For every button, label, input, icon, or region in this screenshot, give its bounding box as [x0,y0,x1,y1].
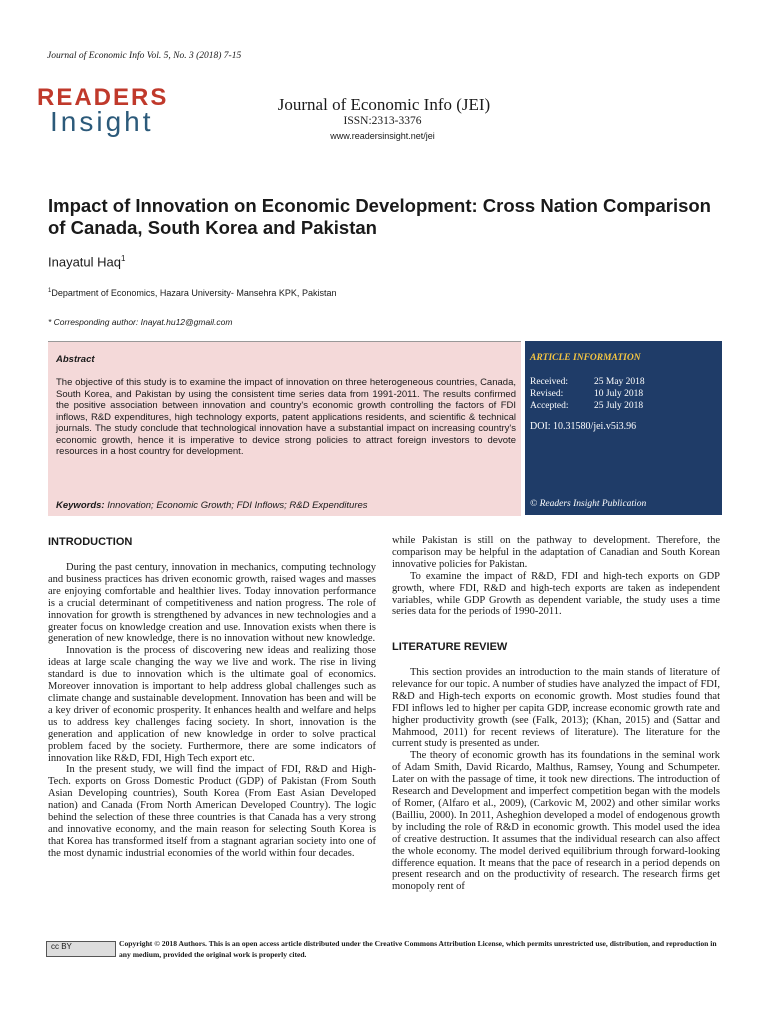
literature-review-heading: LITERATURE REVIEW [392,641,508,653]
corresponding-author: * Corresponding author: Inayat.hu12@gmail.com [48,317,233,327]
abstract-box [48,341,521,516]
article-info-box [525,341,722,515]
abstract-heading: Abstract [56,354,95,365]
right-column-top [392,535,720,618]
paragraph: while Pakistan is still on the pathway to development. Therefore, the comparison may be helpful in the adaptation of Canadian and South Korean innovative policies for Pakistan. [392,535,720,570]
logo-readers-text: READERS [37,84,169,111]
info-received: Received: 25 May 2018 [530,377,645,387]
running-head: Journal of Economic Info Vol. 5, No. 3 (2018) 7-15 [47,51,242,61]
paper-title: Impact of Innovation on Economic Development: Cross Nation Comparison of Canada, South Korea and Pakistan [48,195,711,238]
paragraph: In the present study, we will find the impact of FDI, R&D and High-Tech. exports on Gross Domestic Product (GDP) of Pakistan (From South Asian Developing countries), South Korea (From East Asian Developed nation) and Canada (From North American Developed Country). The logic behind the selection of these three countries is that Canada has a very strong and innovative economy, and the main reason for selecting South Korea is that Korea has transformed itself from a stagnant agrarian society into one of the most dynamic industrial economies of the world within four decades. [48,764,376,859]
license-notice: Copyright © 2018 Authors. This is an open access article distributed under the Creative Commons Attribution License, which permits unrestricted use, distribution, and reproduction in any medium, provided the original work is properly cited. [119,939,717,959]
introduction-body [48,562,376,860]
paragraph: The theory of economic growth has its foundations in the seminal work of Adam Smith, David Ricardo, Malthus, Ramsey, Young and Schumpeter. Later on with the passage of time, it took new directions. The introduction of Research and Development and imperfect competition began with the models of Romer, (Alfaro et al., 2009), (Carkovic M, 2002) and other similar works (Bailliu, 2000). In 2011, Asheghion developed a model of endogenous growth by including the role of R&D in economic growth. This model used the idea of creative destruction. It assumes that the individual research can also affect the whole economy. The model derived equilibrium through forward-looking difference equation. It means that the pace of research in a period depends on present research and on the productivity of research. The research firms get monopoly rent of [392,750,720,893]
keywords: Keywords: Innovation; Economic Growth; FDI Inflows; R&D Expenditures [56,500,368,511]
journal-url[interactable]: www.readersinsight.net/jei [330,131,435,141]
article-info-heading: ARTICLE INFORMATION [530,353,641,363]
doi-link[interactable]: DOI: 10.31580/jei.v5i3.96 [530,421,637,432]
author-name: Inayatul Haq$^1$ [48,254,126,270]
logo-insight-text: Insight [50,106,154,137]
publisher-credit: © Readers Insight Publication [530,499,647,509]
literature-review-body [392,667,720,893]
abstract-text: The objective of this study is to examine the impact of innovation on three heterogeneous countries, Canada, South Korea, and Pakistan by using the consistent time series data from 1991-2011. The results confirmed the positive association between innovation and country's economic growth controlling the factors of FDI inflows, R&D expenditures, high technology exports, patent applications residents, and scientific & technical journals. The study conclude that technological innovation have a substantial impact on increasing country's economic growth, hence it is imperative to device strong policies to attract foreign investors to devote resources in a host country for development. [56,377,516,457]
paragraph: During the past century, innovation in mechanics, computing technology and business practices has driven economic growth, raised wages and masses are enjoying comfortable and healthier lives. Today innovation performance is a crucial determinant of competitiveness and nation progress. The role of innovation for growth is strengthened by advances in new technologies and a greater focus on knowledge creation and use. Innovation exists when there is generation of new knowledge, there is no innovation without new knowledge. [48,562,376,645]
author-affiliation: $^1$Department of Economics, Hazara University- Mansehra KPK, Pakistan [48,288,337,298]
info-revised: Revised: 10 July 2018 [530,389,644,399]
info-accepted: Accepted: 25 July 2018 [530,401,644,411]
journal-issn: ISSN:2313-3376 [343,115,422,127]
paragraph: Innovation is the process of discovering new ideas and realizing those ideas at large scale changing the way we live and work. The rise in living standard is due to innovation which is the ultimate goal of economics. Moreover innovation is important to help address global challenges such as climate change and sustainable development. Innovation has been and will be a key driver of economic prosperity. It enhances health and welfare and helps us to address key challenges facing society. In short, innovation is the generation and application of new knowledge in order to solve practical problem faced by the society. Furthermore, there are some indicators of innovation like R&D, FDI, High Tech export etc. [48,645,376,764]
paragraph: This section provides an introduction to the main stands of literature of relevance for our topic. A number of studies have analyzed the impact of FDI, R&D and High-tech exports on economic growth. Most studies found that FDI inflows led to higher per capita GDP, increase economic growth rate and higher productivity growth (see (Falk, 2013); (Khan, 2015) and (Sattar and Mahmood, 2011) for recent reviews of literature). The literature for the current study is presented as under. [392,667,720,750]
journal-title: Journal of Economic Info (JEI) [277,95,491,114]
introduction-heading: INTRODUCTION [48,536,133,548]
cc-by-license-icon[interactable]: cc BY [46,941,116,957]
paragraph: To examine the impact of R&D, FDI and high-tech exports on GDP growth, where FDI, R&D and high-tech exports are taken as independent variables, while GDP Growth as dependent variable, the study uses a time series data for the periods of 1990-2011. [392,570,720,618]
